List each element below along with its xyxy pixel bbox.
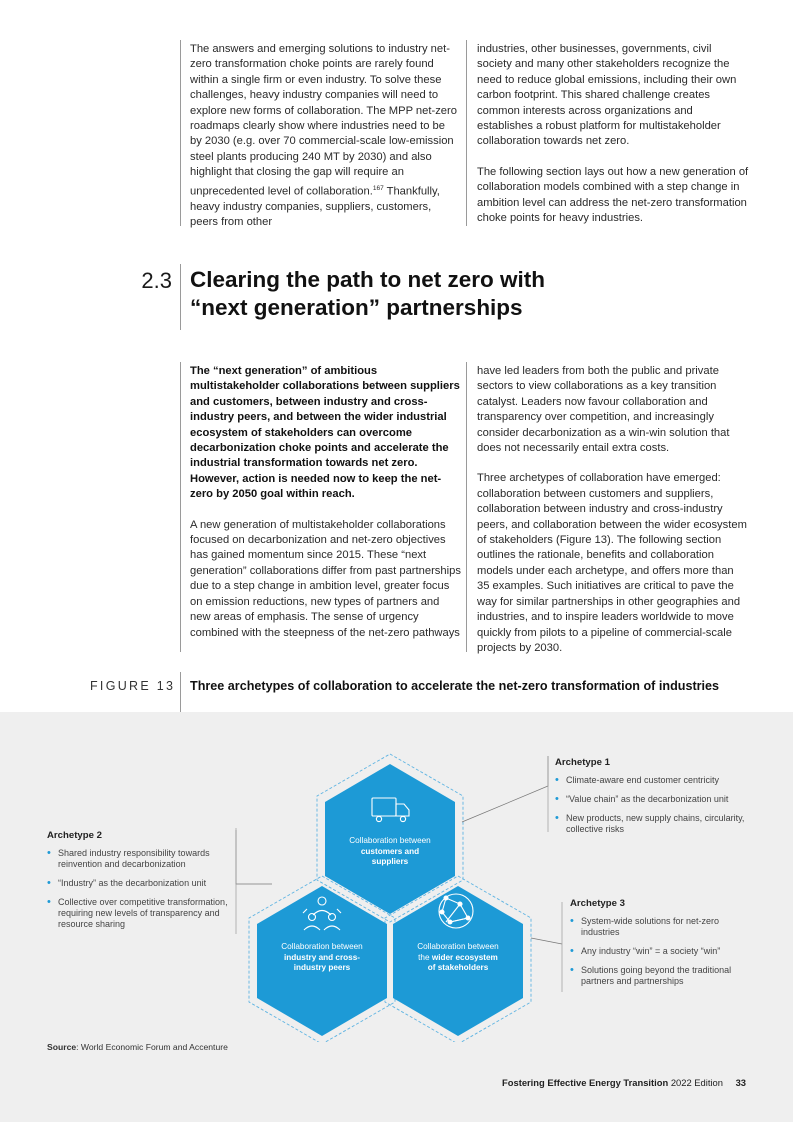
- intro-col2-para1: industries, other businesses, governments, civil society and many other stakeholders recognize the need to reduce global emissions, including their own carbon footprint. This shared challenge creates common interests across organizations and establishes a robust platform for multistakeholder collaboration towards net zero.: [477, 43, 737, 148]
- hex-right-line-2a: the: [418, 952, 432, 962]
- list-item: [555, 775, 755, 786]
- footer-edition: 2022 Edition: [668, 1077, 723, 1088]
- archetype-2: [47, 830, 229, 938]
- lead-paragraph: The “next generation” of ambitious multistakeholder collaborations between suppliers and customers, between industry and cross-industry peers, and between the wider industrial ecosystem of stakeholders can overcome decarbonization choke points and accelerate the industrial transformation towards net zero. However, action is needed now to keep the net-zero by 2050 goal within reach.: [190, 365, 460, 501]
- archetype-1-item: “Value chain” as the decarbonization unit: [566, 794, 729, 804]
- section-title: [190, 266, 750, 322]
- archetype-3-item: Solutions going beyond the traditional partners and partnerships: [581, 965, 732, 986]
- intro-col2-para2: The following section lays out how a new generation of collaboration models combined with a step change in ambition level can address the net-zero transformation choke points for heavy industries.: [477, 165, 749, 225]
- archetype2-connector: [236, 830, 272, 884]
- list-item: [47, 848, 229, 870]
- figure-title: Three archetypes of collaboration to accelerate the net-zero transformation of industries: [190, 679, 720, 693]
- hex-left-line-2: industry and cross-: [284, 952, 360, 962]
- body-divider-right: [466, 362, 467, 652]
- hex-right-line-1: Collaboration between: [417, 942, 499, 951]
- page-number: 33: [735, 1077, 746, 1088]
- list-item: [570, 965, 760, 987]
- bullet-icon: •: [47, 877, 51, 889]
- hex-top-line-1: Collaboration between: [349, 836, 431, 845]
- hex-top-line-2: customers and: [360, 846, 420, 856]
- footnote-ref: 167: [372, 184, 384, 192]
- body-col1-para2: A new generation of multistakeholder collaborations focused on decarbonization and net-zero objectives has gained momentum since 2015. These “next generation” collaborations differ from past partnerships due to a step change in ambition level, greater focus on emission reductions, new types of partners and new areas of emphasis. The sense of urgency combined with the steepness of the net-zero pathways: [190, 518, 461, 639]
- archetype-3-item: System-wide solutions for net-zero industries: [581, 916, 720, 937]
- archetype3-connector: [531, 938, 562, 944]
- list-item: [555, 813, 755, 835]
- bullet-icon: •: [555, 793, 559, 805]
- intro-column-2: [477, 42, 749, 241]
- archetype-2-item: Shared industry responsibility towards reinvention and decarbonization: [58, 848, 210, 869]
- list-item: [47, 897, 229, 930]
- source-text: : World Economic Forum and Accenture: [76, 1042, 228, 1052]
- figure-label: FIGURE 13: [90, 679, 176, 693]
- hex-right-label: [393, 942, 523, 974]
- intro-col1-end: Thankfully, heavy industry companies, suppliers, customers, peers from other: [190, 185, 440, 229]
- bullet-icon: •: [570, 915, 574, 927]
- archetype1-connector: [462, 756, 548, 822]
- figure-divider: [180, 672, 181, 712]
- archetype-1-item: Climate-aware end customer centricity: [566, 775, 720, 785]
- archetype-2-title: Archetype 2: [47, 830, 102, 841]
- archetype-3-item: Any industry “win” = a society “win”: [581, 946, 721, 956]
- hex-top-line-3: suppliers: [371, 857, 409, 866]
- body-column-1: [190, 364, 462, 656]
- figure-source: [47, 1042, 228, 1052]
- archetype-2-item: Collective over competitive transformation, requiring new levels of transparency and resource sharing: [58, 897, 228, 929]
- intro-column-1: [190, 42, 458, 231]
- source-label: Source: [47, 1042, 77, 1052]
- list-item: [47, 878, 229, 889]
- list-item: [570, 916, 760, 938]
- archetype-1-title: Archetype 1: [555, 757, 610, 768]
- body-col2-para2: Three archetypes of collaboration have emerged: collaboration between customers and suppliers, collaboration between industry and cross-industry peers, and collaboration between the wider ecosystem of stakeholders (Figure 13). The following section outlines the rationale, benefits and collaboration models under each archetype, and offers more than 35 examples. Such initiatives are critical to pave the way for similar partnerships in other geographies and industries, and to inspire leaders worldwide to move quickly from pilots to a pipeline of commercial-scale projects by 2030.: [477, 472, 747, 654]
- archetype-1: [555, 757, 755, 843]
- hex-top-label: [325, 836, 455, 868]
- footer-title: Fostering Effective Energy Transition: [502, 1077, 669, 1088]
- intro-col1-text: The answers and emerging solutions to industry net-zero transformation choke points are rarely found within a single firm or even industry. To solve these challenges, heavy industry companies will need to explore new forms of collaboration. The MPP net-zero roadmaps clearly show where industries need to be by 2030 (e.g. over 70 commercial-scale low-emission steel plants producing 240 MT by 2030) and also highlight that closing the gap will require an unprecedented level of collaboration.: [190, 43, 457, 198]
- intro-divider-left: [180, 40, 181, 226]
- archetype-3-title: Archetype 3: [570, 898, 625, 909]
- page-footer: [502, 1077, 746, 1088]
- section-number: 2.3: [141, 268, 172, 293]
- body-divider-left: [180, 362, 181, 652]
- bullet-icon: •: [47, 896, 51, 908]
- section-title-line-2: “next generation” partnerships: [190, 295, 523, 320]
- archetype-3: [570, 898, 760, 995]
- body-column-2: [477, 364, 749, 671]
- bullet-icon: •: [555, 774, 559, 786]
- bullet-icon: •: [570, 964, 574, 976]
- section-divider: [180, 264, 181, 330]
- intro-divider-right: [466, 40, 467, 226]
- hex-left-label: [257, 942, 387, 974]
- bullet-icon: •: [47, 847, 51, 859]
- list-item: [555, 794, 755, 805]
- bullet-icon: •: [570, 945, 574, 957]
- hex-left-line-3: industry peers: [293, 963, 351, 972]
- archetype-1-item: New products, new supply chains, circularity, collective risks: [566, 813, 745, 834]
- section-title-line-1: Clearing the path to net zero with: [190, 267, 546, 292]
- hex-right-line-2b: wider ecosystem: [431, 952, 498, 962]
- hex-right-line-3: of stakeholders: [427, 963, 489, 972]
- body-col2-para1: have led leaders from both the public and private sectors to view collaborations as a key transition catalyst. Leaders now favour collaboration and transparency over competition, and increasingly consider decarbonization as a win-win solution that does not necessarily entail extra costs.: [477, 365, 730, 455]
- archetype-2-item: “Industry” as the decarbonization unit: [58, 878, 207, 888]
- bullet-icon: •: [555, 812, 559, 824]
- list-item: [570, 946, 760, 957]
- hex-left-line-1: Collaboration between: [281, 942, 363, 951]
